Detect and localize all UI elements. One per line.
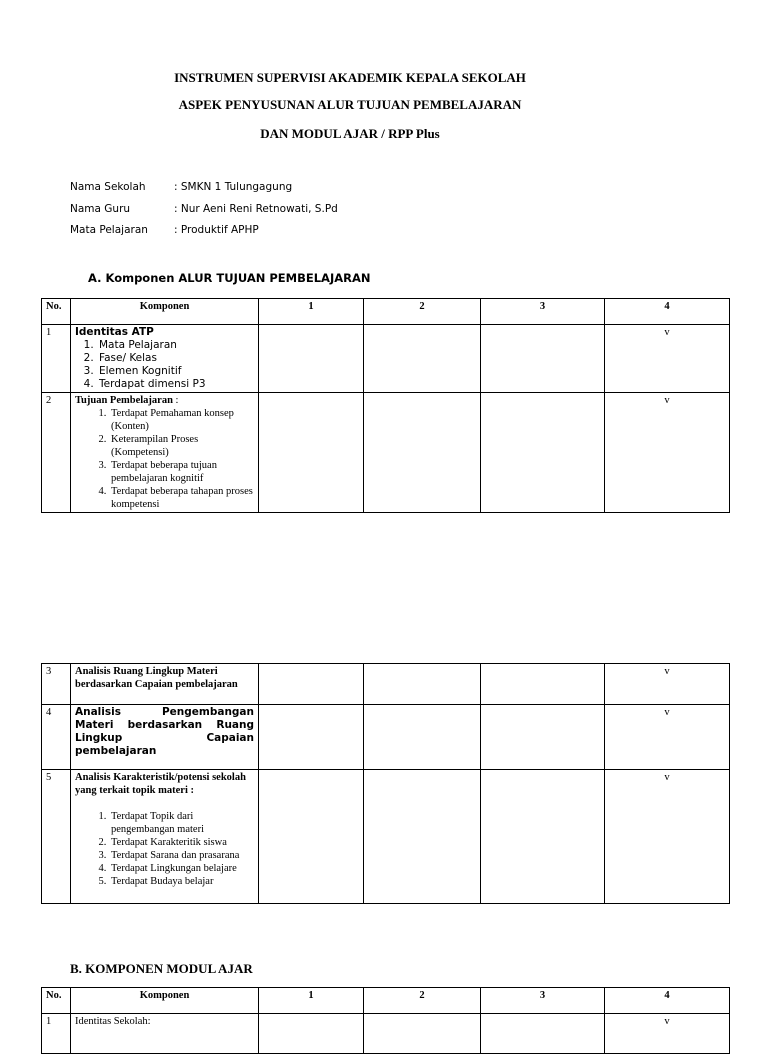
header-score-1: 1 (259, 988, 364, 1014)
teacher-name-label: Nama Guru (70, 203, 131, 215)
row-number: 2 (42, 393, 71, 513)
table-row (42, 664, 730, 705)
table-row (42, 325, 730, 393)
header-score-4: 4 (605, 988, 730, 1014)
score-3-cell (481, 1014, 605, 1054)
document-title-line-1: INSTRUMEN SUPERVISI AKADEMIK KEPALA SEKOLAH (174, 70, 526, 85)
subject-label: Mata Pelajaran (70, 224, 148, 236)
teacher-name-value: : Nur Aeni Reni Retnowati, S.Pd (174, 203, 338, 215)
header-score-4: 4 (605, 299, 730, 325)
komponen-title: Identitas Sekolah: (71, 1014, 259, 1054)
score-4-check: v (605, 705, 730, 770)
section-b-heading: B. KOMPONEN MODUL AJAR (70, 961, 253, 976)
score-1-cell (259, 1014, 364, 1054)
score-1-cell (259, 393, 364, 513)
subject-value: : Produktif APHP (174, 224, 259, 236)
table-row (42, 705, 730, 770)
score-2-cell (364, 325, 481, 393)
document-title-line-3: DAN MODUL AJAR / RPP Plus (260, 126, 440, 141)
list-item: 4. Terdapat Lingkungan belajare (109, 862, 254, 875)
header-komponen: Komponen (71, 299, 259, 325)
komponen-cell (71, 325, 259, 393)
section-a-table-continued (41, 663, 730, 904)
school-name-value: : SMKN 1 Tulungagung (174, 181, 293, 193)
section-a-heading: A. Komponen ALUR TUJUAN PEMBELAJARAN (88, 271, 371, 285)
score-2-cell (364, 705, 481, 770)
score-1-cell (259, 325, 364, 393)
school-name-label: Nama Sekolah (70, 181, 146, 193)
header-score-2: 2 (364, 299, 481, 325)
score-1-cell (259, 664, 364, 705)
list-item: 3. Terdapat Sarana dan prasarana (109, 849, 254, 862)
header-no: No. (42, 299, 71, 325)
table-header-row (42, 988, 730, 1014)
list-item: 4. Terdapat beberapa tahapan proses kompetensi (109, 485, 254, 511)
score-4-check: v (605, 393, 730, 513)
table-row (42, 1014, 730, 1054)
row-number: 3 (42, 664, 71, 705)
header-score-2: 2 (364, 988, 481, 1014)
list-item: 1. Terdapat Topik dari pengembangan materi (109, 810, 254, 836)
table-row (42, 770, 730, 904)
komponen-title: Analisis Pengembangan Materi berdasarkan Ruang Lingkup Capaian pembelajaran (71, 705, 259, 770)
score-2-cell (364, 1014, 481, 1054)
score-4-check: v (605, 770, 730, 904)
komponen-title-line (75, 394, 254, 407)
header-score-3: 3 (481, 988, 605, 1014)
komponen-title-suffix: : (172, 395, 179, 406)
header-komponen: Komponen (71, 988, 259, 1014)
list-item: 5. Terdapat Budaya belajar (109, 875, 254, 888)
table-header-row (42, 299, 730, 325)
list-item: 3. Elemen Kognitif (97, 365, 254, 378)
section-b-table (41, 987, 730, 1054)
score-3-cell (481, 770, 605, 904)
score-2-cell (364, 393, 481, 513)
list-item: 2. Terdapat Karakteritik siswa (109, 836, 254, 849)
score-4-check: v (605, 1014, 730, 1054)
row-number: 1 (42, 1014, 71, 1054)
row-number: 5 (42, 770, 71, 904)
list-item: 1. Terdapat Pemahaman konsep (Konten) (109, 407, 254, 433)
table-row (42, 393, 730, 513)
document-title-line-2: ASPEK PENYUSUNAN ALUR TUJUAN PEMBELAJARAN (178, 97, 522, 112)
score-2-cell (364, 664, 481, 705)
score-3-cell (481, 664, 605, 705)
score-1-cell (259, 770, 364, 904)
score-2-cell (364, 770, 481, 904)
list-item: 2. Fase/ Kelas (97, 352, 254, 365)
komponen-cell (71, 393, 259, 513)
komponen-cell (71, 770, 259, 904)
komponen-title: Analisis Karakteristik/potensi sekolah yang terkait topik materi : (75, 772, 246, 796)
row-number: 1 (42, 325, 71, 393)
score-4-check: v (605, 325, 730, 393)
header-score-3: 3 (481, 299, 605, 325)
list-item: 1. Mata Pelajaran (97, 339, 254, 352)
score-3-cell (481, 705, 605, 770)
komponen-title: Analisis Ruang Lingkup Materi berdasarkan Capaian pembelajaran (71, 664, 259, 705)
score-1-cell (259, 705, 364, 770)
section-a-table (41, 298, 730, 513)
list-item: 2. Keterampilan Proses (Kompetensi) (109, 433, 254, 459)
header-no: No. (42, 988, 71, 1014)
list-item: 4. Terdapat dimensi P3 (97, 378, 254, 391)
score-3-cell (481, 393, 605, 513)
komponen-title: Identitas ATP (75, 326, 154, 338)
header-score-1: 1 (259, 299, 364, 325)
score-3-cell (481, 325, 605, 393)
row-number: 4 (42, 705, 71, 770)
komponen-title: Tujuan Pembelajaran (75, 395, 173, 406)
list-item: 3. Terdapat beberapa tujuan pembelajaran kognitif (109, 459, 254, 485)
score-4-check: v (605, 664, 730, 705)
